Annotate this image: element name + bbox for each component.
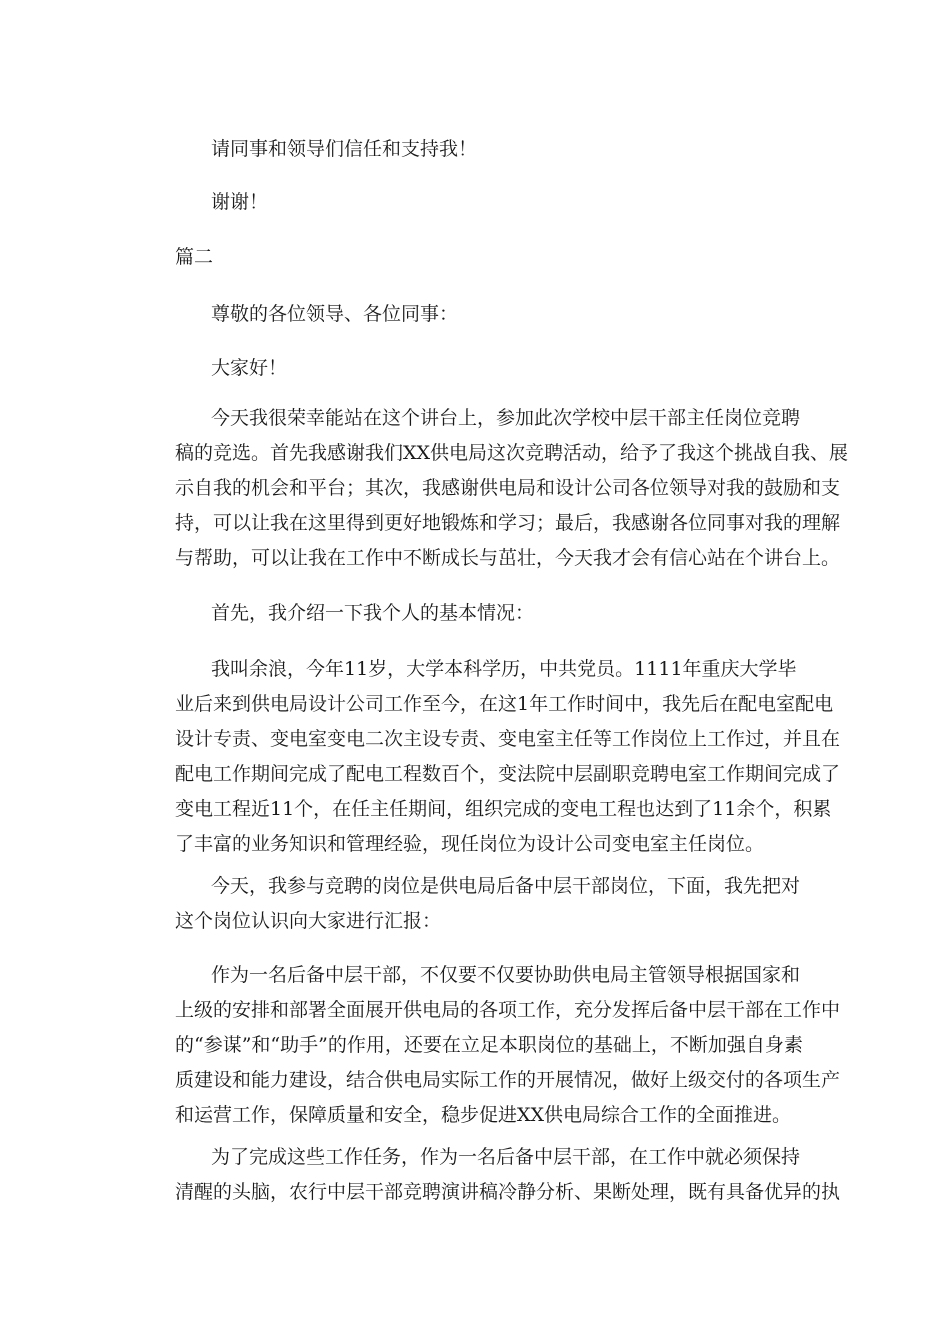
paragraph-thanks — [0, 185, 950, 220]
paragraph-greeting — [0, 351, 950, 386]
paragraph-self-intro-lead — [0, 596, 950, 631]
text-line: 大家好！ — [211, 357, 288, 379]
text-line: 尊敬的各位领导、各位同事： — [211, 303, 459, 325]
paragraph-background — [0, 652, 950, 862]
text-line: 今天，我参与竞聘的岗位是供电局后备中层干部岗位，下面，我先把对 — [211, 875, 801, 897]
text-line: 变电工程近11个，在任主任期间，组织完成的变电工程也达到了11余个，积累 — [175, 798, 832, 820]
section-heading — [0, 240, 950, 275]
text-line: 设计专责、变电室变电二次主设专责、变电室主任等工作岗位上工作过，并且在 — [175, 728, 841, 750]
text-line: 作为一名后备中层干部，不仅要不仅要协助供电局主管领导根据国家和 — [211, 964, 801, 986]
text-line: 篇二 — [175, 246, 214, 268]
text-line: 示自我的机会和平台；其次，我感谢供电局和设计公司各位领导对我的鼓励和支 — [175, 477, 841, 499]
text-line: 我叫余浪，今年11岁，大学本科学历，中共党员。1111年重庆大学毕 — [211, 658, 797, 680]
text-line: 首先，我介绍一下我个人的基本情况： — [211, 602, 535, 624]
paragraph-closing-request — [0, 132, 950, 167]
paragraph-tasks — [0, 1140, 950, 1210]
text-line: 持，可以让我在这里得到更好地锻炼和学习；最后，我感谢各位同事对我的理解 — [175, 512, 841, 534]
text-line: 今天我很荣幸能站在这个讲台上，参加此次学校中层干部主任岗位竞聘 — [211, 407, 801, 429]
text-line: 上级的安排和部署全面展开供电局的各项工作，充分发挥后备中层干部在工作中 — [175, 999, 841, 1021]
text-line: 稿的竞选。首先我感谢我们XX供电局这次竞聘活动，给予了我这个挑战自我、展 — [175, 442, 849, 464]
text-line: 的“参谋”和“助手”的作用，还要在立足本职岗位的基础上，不断加强自身素 — [175, 1034, 803, 1056]
text-line: 了丰富的业务知识和管理经验，现任岗位为设计公司变电室主任岗位。 — [175, 833, 765, 855]
paragraph-introduction — [0, 401, 950, 576]
text-line: 请同事和领导们信任和支持我！ — [211, 138, 478, 160]
paragraph-position — [0, 869, 950, 939]
text-line: 为了完成这些工作任务，作为一名后备中层干部，在工作中就必须保持 — [211, 1146, 801, 1168]
text-line: 这个岗位认识向大家进行汇报： — [175, 910, 442, 932]
text-line: 与帮助，可以让我在工作中不断成长与茁壮，今天我才会有信心站在个讲台上。 — [175, 547, 841, 569]
text-line: 清醒的头脑，农行中层干部竞聘演讲稿冷静分析、果断处理，既有具备优异的执 — [175, 1181, 841, 1203]
text-line: 谢谢！ — [211, 191, 269, 213]
text-line: 业后来到供电局设计公司工作至今，在这1年工作时间中，我先后在配电室配电 — [175, 693, 834, 715]
text-line: 配电工作期间完成了配电工程数百个，变法院中层副职竞聘电室工作期间完成了 — [175, 763, 841, 785]
paragraph-responsibilities — [0, 958, 950, 1133]
paragraph-salutation — [0, 297, 950, 332]
text-line: 和运营工作，保障质量和安全，稳步促进XX供电局综合工作的全面推进。 — [175, 1104, 792, 1126]
text-line: 质建设和能力建设，结合供电局实际工作的开展情况，做好上级交付的各项生产 — [175, 1069, 841, 1091]
